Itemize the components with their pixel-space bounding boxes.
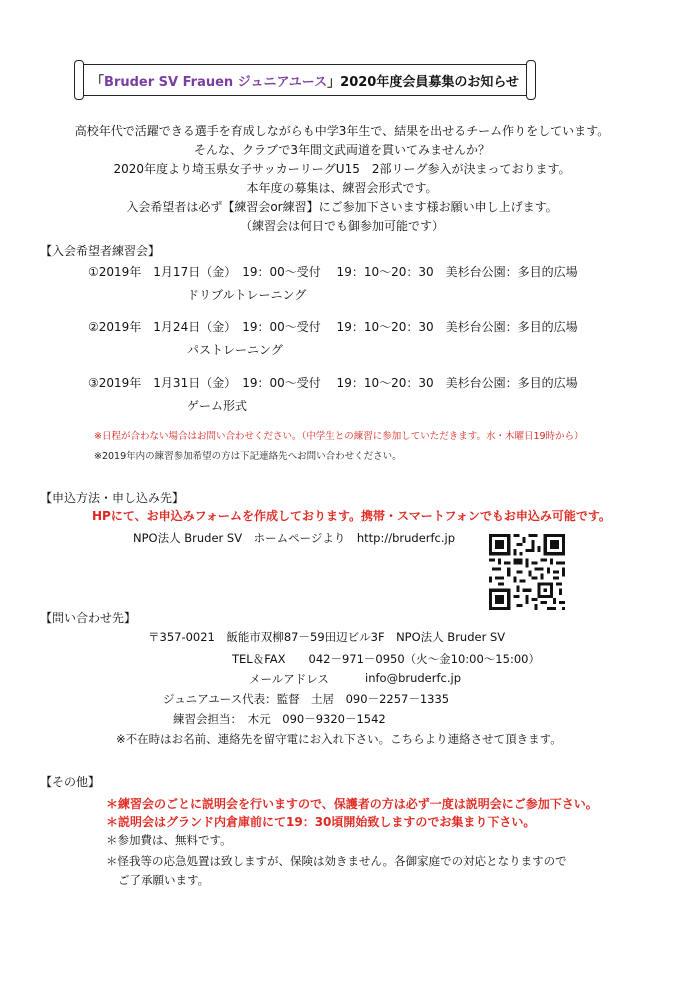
practice-heading: 【入会希望者練習会】 bbox=[40, 244, 161, 258]
intro-line-1: 高校年代で活躍できる選手を育成しながらも中学3年生で、結果を出せるチーム作りをしています。 bbox=[74, 124, 610, 138]
session-3-line: ③2019年 1月31日（金） 19：00～受付 19：10～20：30 美杉台公園：多目的広場 bbox=[88, 376, 578, 390]
other-item-4: ＊怪我等の応急処置は致しますが、保険は効きません。各御家庭での対応となりますので bbox=[106, 854, 567, 868]
title-banner bbox=[82, 64, 528, 96]
other-item-2: ＊説明会はグランド内倉庫前にて19：30頃開始致しますのでお集まり下さい。 bbox=[106, 815, 536, 829]
session-1-content: ドリブルトレーニング bbox=[187, 288, 307, 302]
application-heading: 【申込方法・申し込み先】 bbox=[40, 491, 185, 505]
session-2-content: パストレーニング bbox=[187, 343, 283, 357]
contact-address: 〒357-0021 飯能市双柳87－59田辺ビル3F NPO法人 Bruder SV bbox=[148, 630, 506, 644]
intro-line-5: 入会希望者は必ず【練習会or練習】にご参加下さいます様お願い申し上げます。 bbox=[126, 200, 558, 214]
title-brand: Bruder SV Frauen ジュニアユース bbox=[104, 75, 328, 90]
contact-mail-label: メールアドレス bbox=[249, 672, 329, 686]
contact-mail[interactable]: info@bruderfc.jp bbox=[365, 671, 462, 685]
contact-heading: 【問い合わせ先】 bbox=[40, 611, 137, 625]
contact-rep: ジュニアユース代表：監督 土居 090－2257－1335 bbox=[163, 692, 450, 706]
application-homepage-line: NPO法人 Bruder SV ホームページより http://bruderfc.jp bbox=[133, 531, 456, 545]
contact-tel: TEL＆FAX 042－971－0950（火～金10:00～15:00） bbox=[232, 652, 540, 666]
other-item-3: ＊参加費は、無料です。 bbox=[106, 833, 232, 847]
schedule-note-red: ※日程が合わない場合はお問い合わせください。（中学生との練習に参加していただきます。水・木曜日19時から） bbox=[94, 431, 584, 442]
intro-line-2: そんな、クラブで3年間文武両道を貫いてみませんか？ bbox=[194, 143, 490, 157]
title-suffix: 」2020年度会員募集のお知らせ bbox=[327, 75, 519, 90]
title-open-bracket: 「 bbox=[91, 75, 105, 90]
intro-line-4: 本年度の募集は、練習会形式です。 bbox=[246, 181, 438, 195]
qr-code-icon[interactable] bbox=[489, 534, 565, 610]
other-item-1: ＊練習会のごとに説明会を行いますので、保護者の方は必ず一度は説明会にご参加下さい。 bbox=[106, 797, 598, 811]
other-item-5: ご了承願います。 bbox=[118, 873, 210, 887]
other-heading: 【その他】 bbox=[40, 775, 101, 789]
schedule-note: ※2019年内の練習参加希望の方は下記連絡先へお問い合わせください。 bbox=[94, 451, 402, 462]
intro-line-6: （練習会は何日でも御参加可能です） bbox=[239, 219, 444, 233]
intro-line-3: 2020年度より埼玉県女子サッカーリーグU15 2部リーグ参入が決まっております。 bbox=[113, 162, 571, 176]
page-title bbox=[83, 71, 527, 90]
application-highlight: HPにて、お申込みフォームを作成しております。携帯・スマートフォンでもお申込み可能です。 bbox=[92, 509, 611, 523]
contact-absent-note: ※不在時はお名前、連絡先を留守電にお入れ下さい。こちらより連絡させて頂きます。 bbox=[116, 732, 562, 746]
session-3-content: ゲーム形式 bbox=[187, 399, 248, 413]
session-1-line: ①2019年 1月17日（金） 19：00～受付 19：10～20：30 美杉台公園：多目的広場 bbox=[88, 265, 578, 279]
contact-staff: 練習会担当： 木元 090－9320－1542 bbox=[173, 712, 386, 726]
session-2-line: ②2019年 1月24日（金） 19：00～受付 19：10～20：30 美杉台公園：多目的広場 bbox=[88, 320, 578, 334]
